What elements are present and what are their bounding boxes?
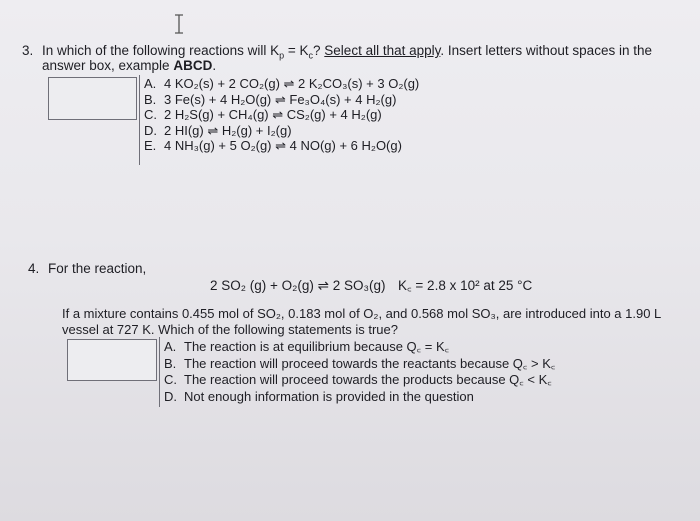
q3-prompt-line1: In which of the following reactions will $K_p = K_c$? Select all that apply. Insert letters without spaces in the xyxy=(42,43,652,61)
q4-options-list xyxy=(164,339,555,405)
text-cursor-icon xyxy=(174,14,184,34)
q4-body-line1: If a mixture contains 0.455 mol of SO₂, 0.183 mol of O₂, and 0.568 mol SO₃, are introduced into a 1.90 L xyxy=(62,306,662,321)
q4-option-b: B. The reaction will proceed towards the reactants because Q꜀ > K꜀ xyxy=(164,355,556,371)
q4-option-d: D. Not enough information is provided in the question xyxy=(164,388,474,404)
q3-option-e: E. 4 NH₃(g) + 5 O₂(g) ⇌ 4 NO(g) + 6 H₂O(g) xyxy=(144,138,402,153)
q4-option-c: C. The reaction will proceed towards the products because Q꜀ < K꜀ xyxy=(164,372,552,387)
q4-answer-input[interactable] xyxy=(67,339,157,381)
q4-kc-value: K꜀ = 2.8 x 10² at 25 °C xyxy=(398,278,533,293)
q3-option-a: A. 4 KO₂(s) + 2 CO₂(g) ⇌ 2 K₂CO₃(s) + 3 O₂(g) xyxy=(144,76,420,91)
q4-options-bracket xyxy=(159,337,162,407)
q4-number: 4. xyxy=(28,261,40,276)
q4-body-line2: vessel at 727 K. Which of the following statements is true? xyxy=(62,322,399,337)
q3-prompt-line2: answer box, example ABCD. xyxy=(42,58,217,73)
select-all-link[interactable]: Select all that apply xyxy=(324,43,441,58)
q3-options-bracket xyxy=(139,75,142,165)
q3-options-list xyxy=(144,76,419,154)
q4-option-a: A. The reaction is at equilibrium because Q꜀ = K꜀ xyxy=(164,339,450,354)
q4-reaction: 2 SO₂ (g) + O₂(g) ⇌ 2 SO₃(g) xyxy=(210,278,386,293)
q4-intro: For the reaction, xyxy=(48,261,147,276)
q3-option-b: B. 3 Fe(s) + 4 H₂O(g) ⇌ Fe₃O₄(s) + 4 H₂(g) xyxy=(144,91,397,107)
q3-option-c: C. 2 H₂S(g) + CH₄(g) ⇌ CS₂(g) + 4 H₂(g) xyxy=(144,107,382,122)
q3-number: 3. xyxy=(22,43,34,58)
q3-answer-input[interactable] xyxy=(48,77,137,120)
q3-option-d: D. 2 HI(g) ⇌ H₂(g) + I₂(g) xyxy=(144,122,292,138)
